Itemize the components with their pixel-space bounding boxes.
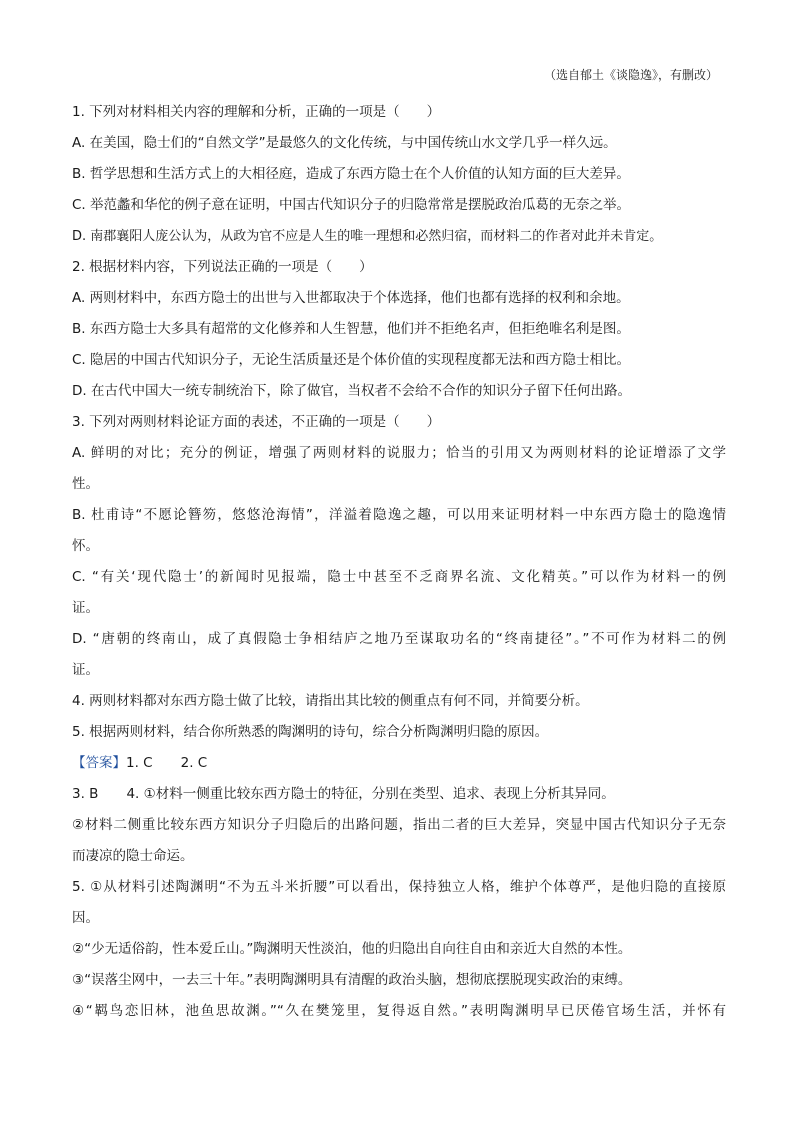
question-1-stem: 1. 下列对材料相关内容的理解和分析，正确的一项是（ ） [72, 104, 441, 120]
source-citation: （选自郁土《谈隐逸》，有删改） [543, 68, 718, 82]
question-1-option-b: B. 哲学思想和生活方式上的大相径庭，造成了东西方隐士在个人价值的认知方面的巨大差异。 [72, 166, 630, 182]
question-3-option-b-line1: B. 杜甫诗“不愿论簪笏，悠悠沧海情”，洋溢着隐逸之趣，可以用来证明材料一中东西方隐士的隐逸情 [72, 507, 726, 523]
answer-5-part2: ②“少无适俗韵，性本爱丘山。”陶渊明天性淡泊，他的归隐出自向往自由和亲近大自然的本性。 [72, 941, 632, 957]
answer-5-part1-line2: 因。 [72, 910, 99, 926]
answer-4-part2-line2: 而凄凉的隐士命运。 [72, 848, 194, 864]
question-2-option-b: B. 东西方隐士大多具有超常的文化修养和人生智慧，他们并不拒绝名声，但拒绝唯名利是图。 [72, 321, 630, 337]
question-3-option-c-line1: C. “有关‘现代隐士’的新闻时见报端，隐士中甚至不乏商界名流、文化精英。”可以作为材料一的例 [72, 569, 726, 585]
answer-line-2 [72, 779, 726, 810]
question-3-option-d-line2: 证。 [72, 662, 99, 678]
question-3-option-a-line2: 性。 [72, 476, 99, 492]
answer-4-part2-line1: ②材料二侧重比较东西方知识分子归隐后的出路问题，指出二者的巨大差异，突显中国古代知识分子无奈 [72, 817, 726, 833]
answer-3: 3. B [72, 786, 99, 802]
question-1-option-d: D. 南郡襄阳人庞公认为，从政为官不应是人生的唯一理想和必然归宿，而材料二的作者对此并未肯定。 [72, 229, 663, 244]
question-1-option-a: A. 在美国，隐士们的“自然文学”是最悠久的文化传统，与中国传统山水文学几乎一样久远。 [72, 135, 617, 151]
question-3-option-d-line1: D. “唐朝的终南山，成了真假隐士争相结庐之地乃至谋取功名的“终南捷径”。”不可作为材料二的例 [72, 631, 726, 647]
question-3-option-b-line2: 怀。 [72, 538, 99, 554]
question-1-option-c: C. 举范蠡和华佗的例子意在证明，中国古代知识分子的归隐常常是摆脱政治瓜葛的无奈之举。 [72, 197, 631, 213]
answer-label: 【答案】 [72, 755, 126, 771]
question-4: 4. 两则材料都对东西方隐士做了比较，请指出其比较的侧重点有何不同，并简要分析。 [72, 693, 589, 709]
question-2-stem: 2. 根据材料内容，下列说法正确的一项是（ ） [72, 259, 373, 275]
question-2-option-d: D. 在古代中国大一统专制统治下，除了做官，当权者不会给不合作的知识分子留下任何出路。 [72, 383, 631, 399]
answer-4-part1: 4. ①材料一侧重比较东西方隐士的特征，分别在类型、追求、表现上分析其异同。 [126, 786, 615, 802]
question-2-option-c: C. 隐居的中国古代知识分子，无论生活质量还是个体价值的实现程度都无法和西方隐士相比。 [72, 352, 631, 368]
answer-2: 2. C [180, 755, 208, 771]
question-content [72, 97, 726, 1027]
answer-5-part4: ④“羁鸟恋旧林，池鱼思故渊。”“久在樊笼里，复得返自然。”表明陶渊明早已厌倦官场生活，并怀有 [72, 1003, 726, 1019]
answer-5-part1-line1: 5. ①从材料引述陶渊明“不为五斗米折腰”可以看出，保持独立人格，维护个体尊严，是他归隐的直接原 [72, 879, 726, 895]
question-5: 5. 根据两则材料，结合你所熟悉的陶渊明的诗句，综合分析陶渊明归隐的原因。 [72, 724, 549, 740]
question-3-stem: 3. 下列对两则材料论证方面的表述，不正确的一项是（ ） [72, 414, 441, 430]
question-3-option-a-line1: A. 鲜明的对比；充分的例证，增强了两则材料的说服力；恰当的引用又为两则材料的论证增添了文学 [72, 445, 726, 461]
question-3-option-c-line2: 证。 [72, 600, 99, 616]
answer-5-part3: ③“误落尘网中，一去三十年。”表明陶渊明具有清醒的政治头脑，想彻底摆脱现实政治的束缚。 [72, 972, 632, 988]
answer-line-1 [72, 748, 726, 779]
answer-1: 1. C [126, 755, 153, 771]
question-2-option-a: A. 两则材料中，东西方隐士的出世与入世都取决于个体选择，他们也都有选择的权利和余地。 [72, 290, 630, 306]
